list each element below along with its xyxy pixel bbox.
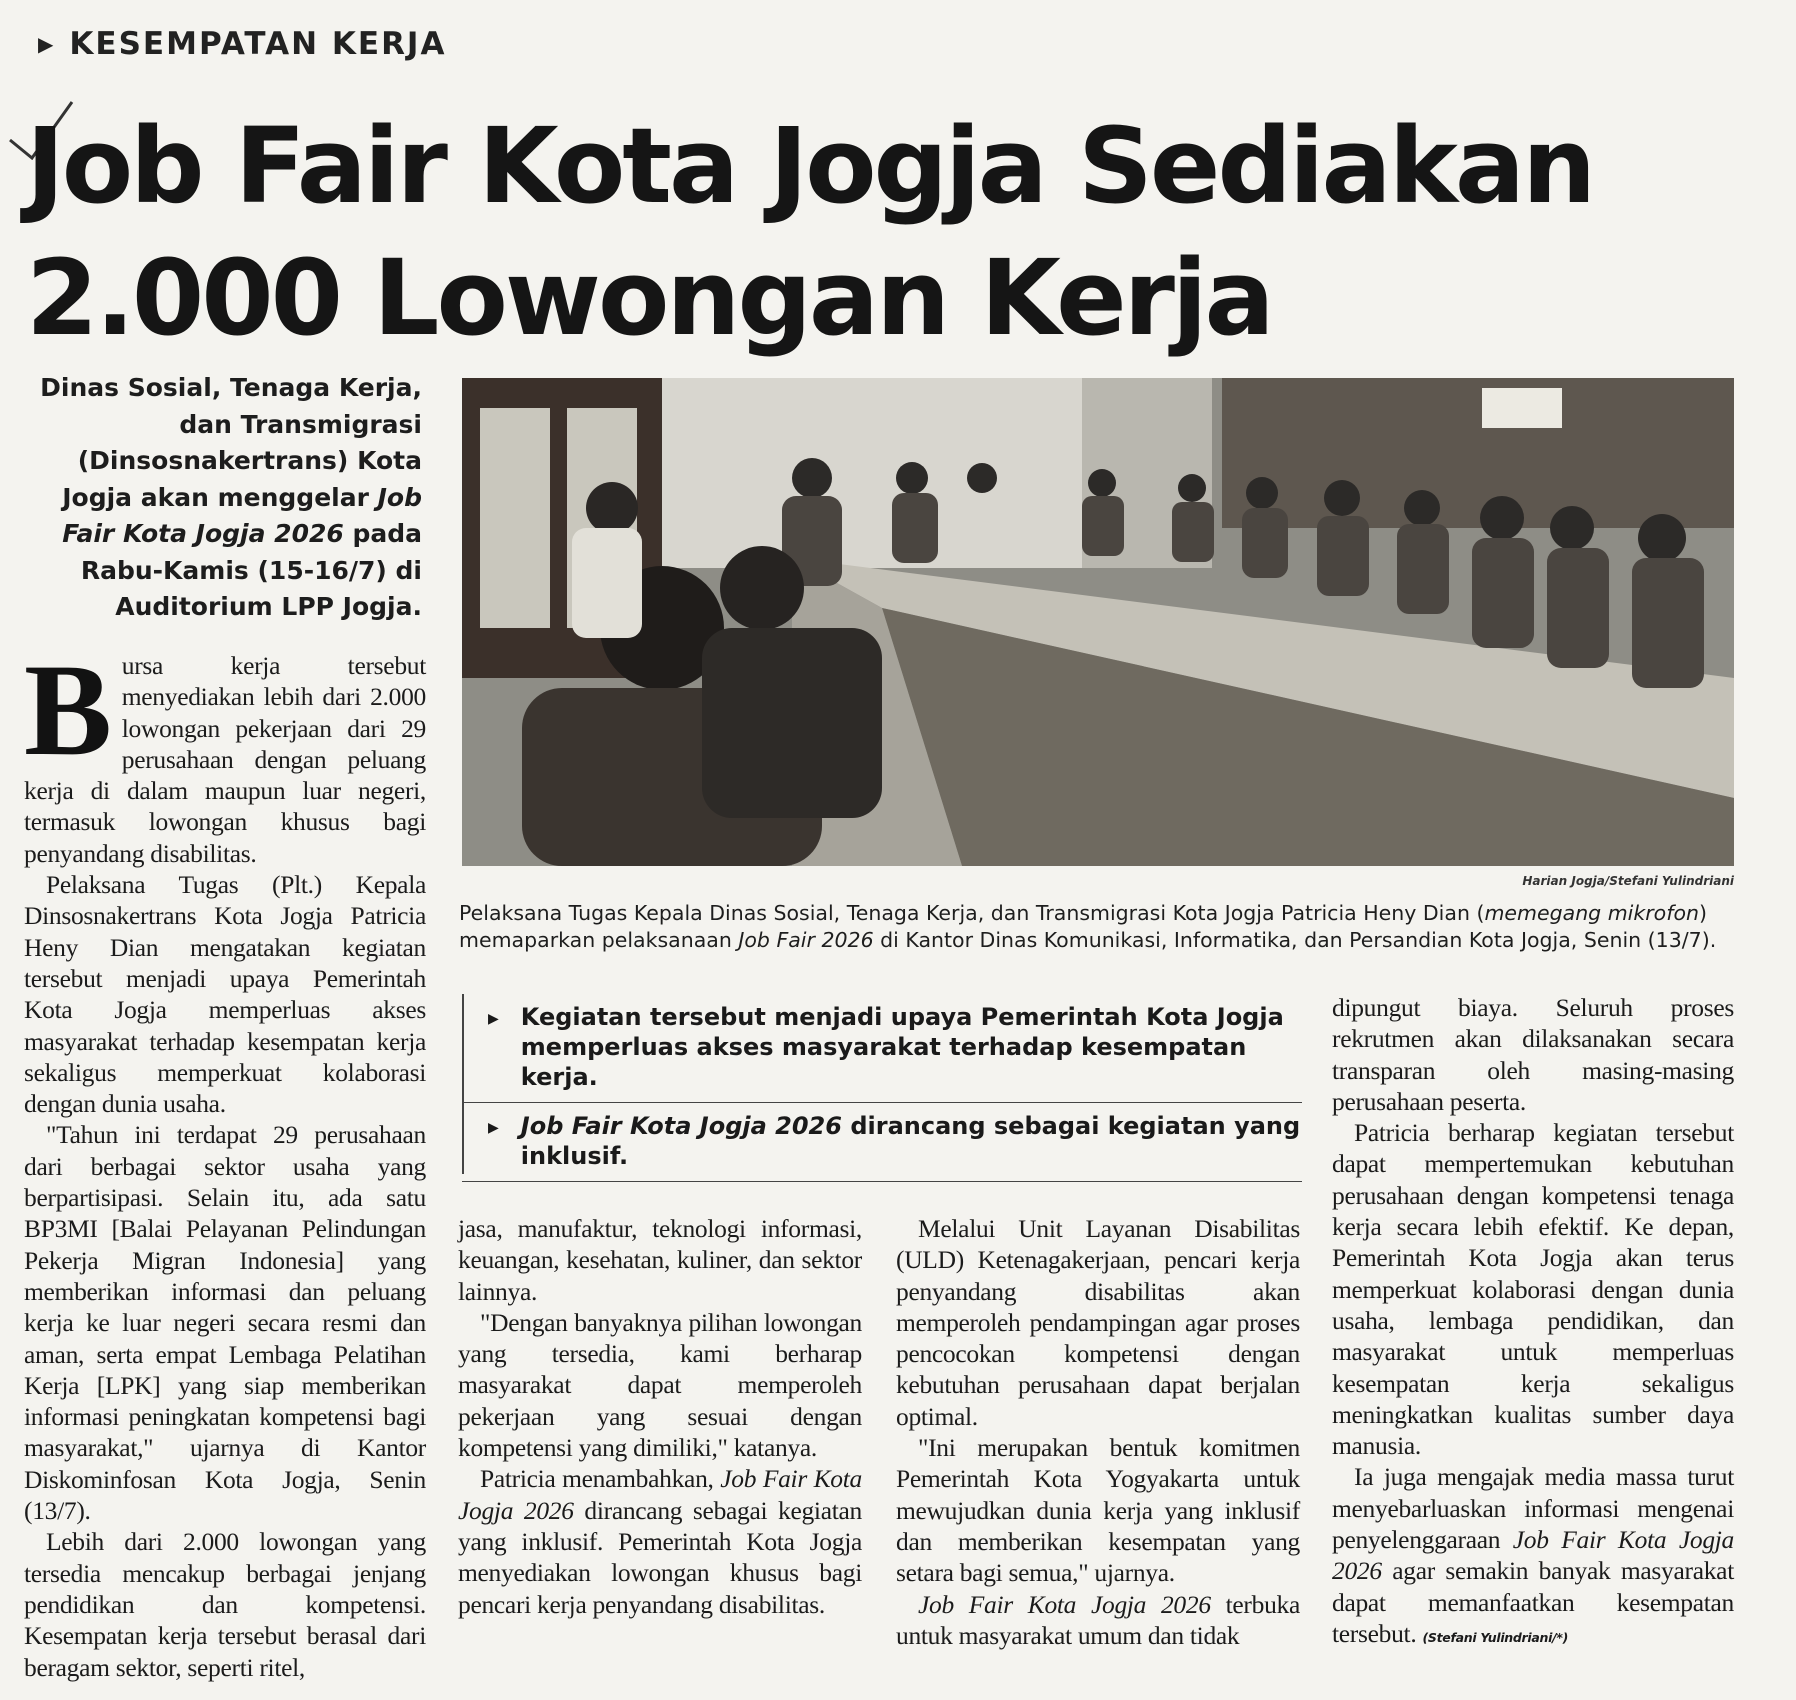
triangle-right-icon: ▶ [488,1120,499,1136]
article-paragraph: jasa, manufaktur, teknologi informasi, keuangan, kesehatan, kuliner, dan sektor lainnya. [458,1214,862,1306]
article-paragraph: Pelaksana Tugas (Plt.) Kepala Dinsosnakertrans Kota Jogja Patricia Heny Dian mengatakan kegiatan tersebut menjadi upaya Pemerintah Kota Jogja memperluas akses masyarakat terhadap kesempatan kerja sekaligus memperkuat kolaborasi dengan dunia usaha. [24,870,426,1119]
headline-line-1: Job Fair Kota Jogja Sediakan [26,105,1594,227]
article-paragraph [896,1589,1300,1652]
headline-line-2: 2.000 Lowongan Kerja [26,237,1272,359]
paragraph-text: dirancang sebagai kegiatan yang inklusif. Pemerintah Kota Jogja menyediakan lowongan khusus bagi pencari kerja penyandang disabilitas. [458,1495,862,1619]
article-paragraph: "Tahun ini terdapat 29 perusahaan dari berbagai sektor usaha yang berpartisipasi. Selain itu, ada satu BP3MI [Balai Pelayanan Pelindungan Pekerja Migran Indonesia] yang memberikan informasi dan peluang kerja ke luar negeri secara resmi dan aman, serta empat Lembaga Pelatihan Kerja [LPK] yang siap memberikan informasi peningkatan kompetensi bagi masyarakat," ujarnya di Kantor Diskominfosan Kota Jogja, Senin (13/7). [24,1120,426,1526]
highlights-box [462,994,1302,1182]
photo-illustration [462,378,1734,866]
paragraph-text: agar semakin banyak masyarakat dapat memanfaatkan kesempatan tersebut. [1332,1556,1734,1648]
rubric-label: KESEMPATAN KERJA [69,26,447,62]
article-paragraph: Melalui Unit Layanan Disabilitas (ULD) Ketenagakerjaan, pencari kerja penyandang disabilitas akan memperoleh pendampingan agar proses pencocokan kompetensi dengan kebutuhan perusahaan dapat berjalan optimal. [896,1214,1300,1431]
photo-credit: Harian Jogja/Stefani Yulindriani [1522,874,1734,888]
article-paragraph [24,636,426,869]
lead-text-italic: Job Fair Kota Jogja 2026 [62,482,422,548]
highlight-text: Kegiatan tersebut menjadi upaya Pemerintah Kota Jogja memperluas akses masyarakat terhadap kesempatan kerja. [520,1003,1284,1091]
section-rubric [38,26,446,62]
paragraph-italic: Job Fair Kota Jogja 2026 [1332,1525,1734,1586]
article-paragraph: Lebih dari 2.000 lowongan yang tersedia mencakup berbagai jenjang pendidikan dan kompetensi. Kesempatan kerja tersebut berasal dari beragam sektor, seperti ritel, [24,1527,426,1682]
caption-text-2: ) memaparkan pelaksanaan [459,901,1707,952]
headline [26,100,1746,364]
paragraph-text: ursa kerja tersebut menyediakan lebih dari 2.000 lowongan pekerjaan dari 29 perusahaan dengan peluang kerja di dalam maupun luar negeri, termasuk lowongan khusus bagi penyandang disabilitas. [24,651,426,868]
caption-italic-1: memegang mikrofon [1484,901,1699,925]
triangle-right-icon: ▶ [38,32,56,56]
article-paragraph [458,1463,862,1619]
paragraph-text: terbuka untuk masyarakat umum dan tidak [896,1589,1300,1650]
lead-text-1: Dinas Sosial, Tenaga Kerja, dan Transmigrasi (Dinsosnakertrans) Kota Jogja akan menggelar [40,373,422,512]
article-paragraph: Patricia berharap kegiatan tersebut dapat mempertemukan kebutuhan perusahaan dengan kompetensi tenaga kerja secara lebih efektif. Ke depan, Pemerintah Kota Jogja akan terus memperkuat kolaborasi dengan dunia usaha, lembaga pendidikan, dan masyarakat untuk memperluas kesempatan kerja sekaligus meningkatkan kualitas sumber daya manusia. [1332,1118,1734,1461]
caption-italic-2: Job Fair 2026 [738,928,874,952]
drop-cap: B [24,636,112,783]
meeting-photo [462,378,1734,866]
article-paragraph [1332,1461,1734,1653]
article-paragraph: "Dengan banyaknya pilihan lowongan yang tersedia, kami berharap masyarakat dapat memperoleh pekerjaan yang sesuai dengan kompetensi yang dimiliki," katanya. [458,1307,862,1463]
article-column-2 [458,1213,862,1620]
article-column-1 [24,636,426,1683]
author-signature: (Stefani Yulindriani/*) [1422,1629,1569,1645]
paragraph-text: Ia juga mengajak media massa turut menyebarluaskan informasi mengenai penyelenggaraan [1332,1462,1734,1555]
highlight-item [462,1103,1302,1182]
article-column-3 [896,1213,1300,1651]
highlight-text-rest: dirancang sebagai kegiatan yang inklusif. [520,1112,1301,1170]
caption-text-3: di Kantor Dinas Komunikasi, Informatika, dan Persandian Kota Jogja, Senin (13/7). [873,928,1717,952]
photo-caption [459,900,1737,954]
paragraph-italic: Job Fair Kota Jogja 2026 [918,1589,1211,1619]
lead-text-2: pada Rabu-Kamis (15-16/7) di Auditorium LPP Jogja. [80,519,422,621]
paragraph-text: Patricia menambahkan, [480,1464,721,1494]
lead-paragraph [26,370,422,626]
highlight-text [521,1111,1302,1171]
paragraph-italic: Job Fair Kota Jogja 2026 [458,1464,862,1525]
caption-text-1: Pelaksana Tugas Kepala Dinas Sosial, Tenaga Kerja, dan Transmigrasi Kota Jogja Patricia Heny Dian ( [459,901,1485,925]
article-paragraph: "Ini merupakan bentuk komitmen Pemerintah Kota Yogyakarta untuk mewujudkan dunia kerja yang inklusif dan memberikan kesempatan yang setara bagi semua," ujarnya. [896,1433,1300,1588]
highlight-item [462,994,1302,1103]
article-paragraph: dipungut biaya. Seluruh proses rekrutmen akan dilaksanakan secara transparan oleh masing-masing perusahaan peserta. [1332,993,1734,1116]
highlight-italic: Job Fair Kota Jogja 2026 [520,1112,842,1140]
triangle-right-icon: ▶ [488,1011,499,1027]
article-column-4 [1332,992,1734,1653]
